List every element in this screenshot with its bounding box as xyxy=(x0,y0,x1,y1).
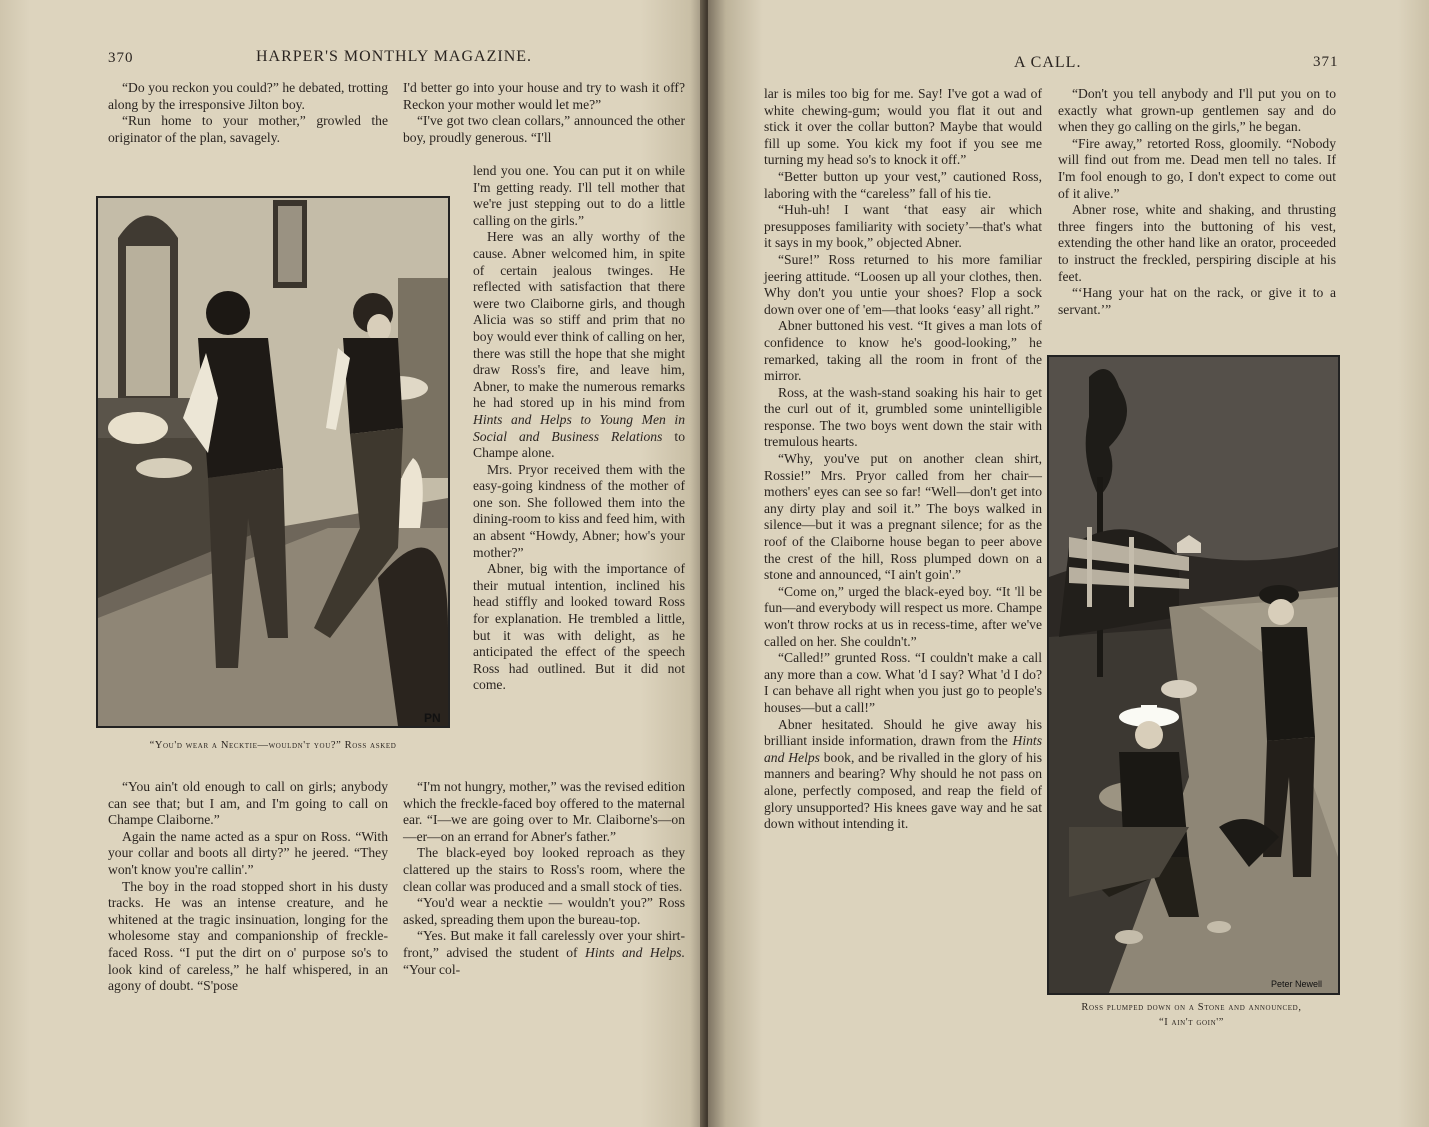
paragraph: “Run home to your mother,” growled the originator of the plan, savagely. xyxy=(108,113,388,145)
col2-bottom xyxy=(403,779,685,978)
caption-line-1: Ross plumped down on a Stone and announced, xyxy=(1081,1002,1302,1013)
paragraph: lend you one. You can put it on while I'm getting ready. I'll tell mother that we're just stepping out to do a little calling on the girls.” xyxy=(473,163,685,228)
paragraph: Abner rose, white and shaking, and thrusting three fingers into the buttoning of his vest, extending the other hand like an orator, proceeded to instruct the freckled, perspiring disciple at his feet. xyxy=(1058,202,1336,284)
paragraph: Again the name acted as a spur on Ross. “With your collar and boots all dirty?” he jeered. “They won't know you're callin'.” xyxy=(108,828,388,877)
caption-line-2: “I ain't goin'” xyxy=(1158,1017,1225,1028)
paragraph: “Called!” grunted Ross. “I couldn't make a call any more than a cow. What 'd I say? What 'd I do? I can behave all right when you just go to people's houses—but a call!” xyxy=(764,650,1042,715)
bedroom-drawing xyxy=(98,198,448,726)
paragraph: “Why, you've put on another clean shirt, Rossie!” Mrs. Pryor called from her chair—mothers' eyes can see so far! “Well—don't get into any dirty play and soil it.” The boys walked in silence—but it was a pregnant silence; for as the roof of the Claiborne house began to peer above the crest of the hill, Ross plumped down on a stone and announced, “I ain't goin'.” xyxy=(764,451,1042,583)
col2-top xyxy=(403,80,685,146)
paragraph-text: Abner hesitated. Should he give away his brilliant inside information, drawn from the xyxy=(764,716,1042,749)
book-title: Hints and Helps to Young Men in Social and Business Relations xyxy=(473,411,685,444)
paragraph: Mrs. Pryor received them with the easy-going kindness of the mother of one son. She followed them into the dining-room to kiss and feed him, with an absent “Howdy, Abner; how's your mother?” xyxy=(473,461,685,560)
paragraph: “Fire away,” retorted Ross, gloomily. “Nobody will find out from me. Dead men tell no tales. If I'm fool enough to go, I don't expect to come out of it alive.” xyxy=(1058,135,1336,201)
illustration-bedroom xyxy=(96,196,450,728)
book-title: Hints and Helps xyxy=(764,733,1042,765)
left-page xyxy=(0,0,708,1127)
page-number: 371 xyxy=(1313,54,1339,70)
col1-top xyxy=(108,80,388,146)
paragraph: “Come on,” urged the black-eyed boy. “It 'll be fun—and everybody will respect us more. Champe won't throw rocks at us in recess-time, after we've called on her. She couldn't.” xyxy=(764,583,1042,649)
col1-bottom xyxy=(108,779,388,995)
paragraph: I'd better go into your house and try to wash it off? Reckon your mother would let me?” xyxy=(403,80,685,112)
paragraph-text: “Yes. But make it fall carelessly over your shirt-front,” advised the student of xyxy=(403,928,685,960)
paragraph: Abner, big with the importance of their mutual intention, inclined his head stiffly and looked toward Ross for explanation. He trembled a little, but it was with delight, as he anticipated the effect of the speech Ross had outlined. But it did not come. xyxy=(473,561,685,693)
paragraph-text: to Champe alone. xyxy=(473,428,685,461)
paragraph: “Do you reckon you could?” he debated, trotting along by the irresponsive Jilton boy. xyxy=(108,80,388,112)
paragraph: “Huh-uh! I want ‘that easy air which presupposes familiarity with society’—that's what it says in my book,” objected Abner. xyxy=(764,202,1042,251)
caption: “You'd wear a Necktie—wouldn't you?” Ross asked xyxy=(149,740,397,751)
paragraph: lar is miles too big for me. Say! I've got a wad of white chewing-gum; would you flat it out and stick it over the collar button? Maybe that would fill up some. You kick my foot if you see me turning my head so's to knock it off.” xyxy=(764,86,1042,168)
col2 xyxy=(1058,86,1336,318)
paragraph: The boy in the road stopped short in his dusty tracks. He was an intense creature, and he whitened at the tragic insinuation, longing for the wholesome stay and companionship of freckle-faced Ross. “I put the dirt on o' purpose so's to look kind of careless,” he half whispered, in an agony of doubt. “S'pose xyxy=(108,878,388,994)
page-number: 370 xyxy=(108,50,134,66)
paragraph: “I'm not hungry, mother,” was the revised edition which the freckle-faced boy offered to the maternal ear. “I—we are going over to Mr. Claiborne's—on—er—on an errand for Abner's father.” xyxy=(403,779,685,844)
paragraph: Ross, at the wash-stand soaking his hair to get the curl out of it, grumbled some unintelligible response. The two boys went down the stair with tremulous hearts. xyxy=(764,384,1042,450)
paragraph: Abner buttoned his vest. “It gives a man lots of confidence to know he's good-looking,” he remarked, taking all the room in front of the mirror. xyxy=(764,318,1042,384)
paragraph xyxy=(403,928,685,978)
paragraph-text: Here was an ally worthy of the cause. Abner welcomed him, in spite of certain jealous twinges. He reflected with satisfaction that there were two Claiborne girls, and though Alicia was so stiff and prim that no boy would ever think of calling on her, there was still the hope that she might draw Ross's fire, and leave him, Abner, to make the numerous remarks he had stored up in his mind from xyxy=(473,229,685,411)
paragraph: The black-eyed boy looked reproach as they clattered up the stairs to Ross's room, where the clean collar was produced and a small stock of ties. xyxy=(403,845,685,894)
paragraph-text: “Your col- xyxy=(403,961,461,977)
paragraph: “You ain't old enough to call on girls; anybody can see that; but I am, and I'm going to call on Champe Claiborne.” xyxy=(108,779,388,828)
paragraph: “Sure!” Ross returned to his more familiar jeering attitude. “Loosen up all your clothes, then. Why don't you untie your shoes? Flop a sock down over one of 'em—that looks ‘easy’ all right.” xyxy=(764,251,1042,317)
illustration-roadside xyxy=(1047,355,1340,995)
right-page xyxy=(708,0,1429,1127)
paragraph: “Don't you tell anybody and I'll put you on to exactly what grown-up gentlemen say and do when they go calling on the girls,” he began. xyxy=(1058,86,1336,135)
paragraph-text: book, and be rivalled in the glory of his manners and bearing? Why should he not pass on alone, perfectly composed, and reap the field of glory unsupported? His knees gave way and he sat down without intending it. xyxy=(764,749,1042,832)
paragraph xyxy=(764,717,1042,833)
paragraph: “‘Hang your hat on the rack, or give it to a servant.’” xyxy=(1058,285,1336,317)
paragraph: “Better button up your vest,” cautioned Ross, laboring with the “careless” fall of his tie. xyxy=(764,168,1042,201)
paragraph: “You'd wear a necktie — wouldn't you?” Ross asked, spreading them upon the bureau-top. xyxy=(403,895,685,927)
running-head: HARPER'S MONTHLY MAGAZINE. xyxy=(256,48,533,65)
illustration-signature: Peter Newell xyxy=(1271,979,1323,989)
running-head: A CALL. xyxy=(1014,54,1082,71)
col1 xyxy=(764,86,1042,833)
paragraph xyxy=(473,229,685,461)
paragraph: “I've got two clean collars,” announced the other boy, proudly generous. “I'll xyxy=(403,113,685,145)
col2-narrow xyxy=(473,163,685,694)
illustration-signature: PN xyxy=(424,711,441,725)
roadside-drawing xyxy=(1049,357,1338,993)
book-title: Hints and Helps. xyxy=(585,944,685,960)
